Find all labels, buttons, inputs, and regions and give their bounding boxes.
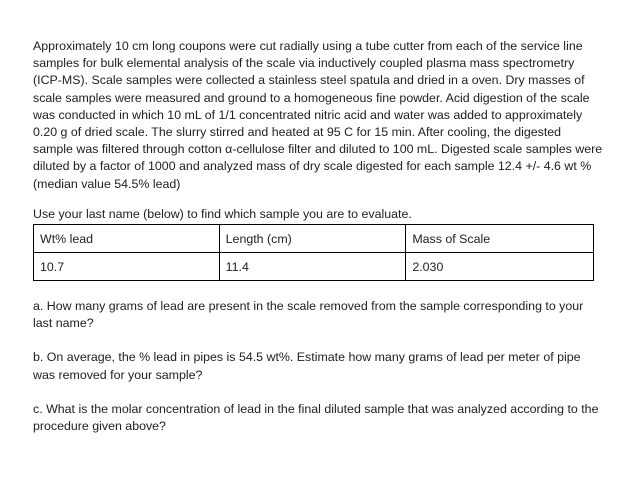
sample-table: [33, 224, 594, 281]
table-header-row: [34, 225, 594, 253]
header-mass-of-scale: Mass of Scale: [406, 225, 594, 253]
header-length: Length (cm): [219, 225, 406, 253]
question-b: b. On average, the % lead in pipes is 54.5 wt%. Estimate how many grams of lead per meter of pipe was removed for your sample?: [33, 350, 581, 382]
cell-length: 11.4: [219, 253, 406, 281]
intro-paragraph: Approximately 10 cm long coupons were cut radially using a tube cutter from each of the service line samples for bulk elemental analysis of the scale via inductively coupled plasma mass spectrometry (ICP-MS). Scale samples were collected a stainless steel spatula and dried in a oven. Dry masses of scale samples were measured and ground to a homogeneous fine powder. Acid digestion of the scale was conducted in which 10 mL of 1/1 concentrated nitric acid and water was added to approximately 0.20 g of dried scale. The slurry stirred and heated at 95 C for 15 min. After cooling, the digested sample was filtered through cotton α-cellulose filter and diluted to 100 mL. Digested scale samples were diluted by a factor of 1000 and analyzed mass of dry scale digested for each sample 12.4 +/- 4.6 wt % (median value 54.5% lead): [33, 39, 603, 191]
instruction-text: Use your last name (below) to find which sample you are to evaluate.: [33, 206, 412, 221]
document-body: [33, 38, 603, 435]
question-c: c. What is the molar concentration of lead in the final diluted sample that was analyzed according to the procedure given above?: [33, 401, 599, 434]
header-wt-lead: Wt% lead: [34, 225, 220, 253]
cell-wt-lead: 10.7: [34, 253, 220, 281]
cell-mass-of-scale: 2.030: [406, 253, 594, 281]
question-a: a. How many grams of lead are present in the scale removed from the sample corresponding to your last name?: [33, 299, 584, 331]
table-row: [34, 253, 594, 281]
